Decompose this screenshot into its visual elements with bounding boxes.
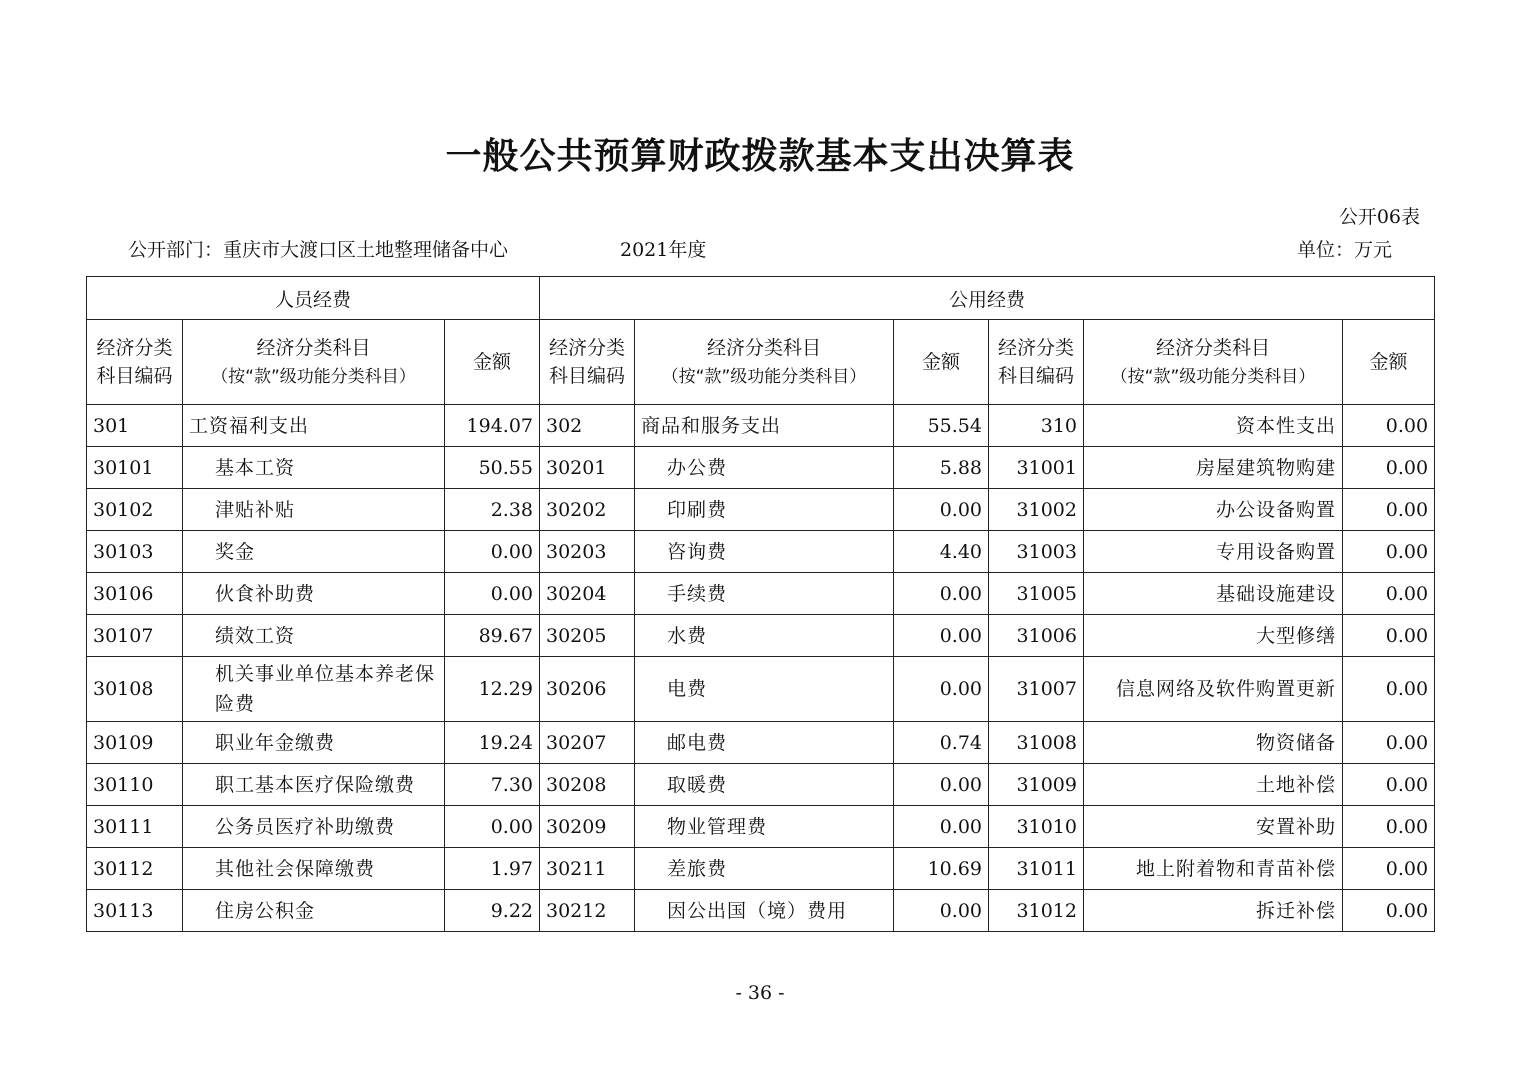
personnel-item: 职工基本医疗保险缴费: [183, 764, 445, 806]
capital-item: 信息网络及软件购置更新: [1084, 657, 1343, 722]
goods-amount: 0.00: [894, 764, 989, 806]
amount-header: 金额: [894, 320, 989, 405]
code-header-line1: 经济分类: [997, 337, 1074, 359]
table-row: [87, 848, 1435, 890]
personnel-code: 301: [87, 405, 183, 447]
capital-amount: 0.00: [1343, 764, 1435, 806]
expenditure-table: [86, 276, 1435, 932]
department-label: 公开部门：重庆市大渡口区土地整理储备中心: [128, 239, 509, 261]
personnel-code: 30108: [87, 657, 183, 722]
capital-code: 31012: [989, 890, 1084, 932]
capital-item: 大型修缮: [1084, 615, 1343, 657]
code-header: [989, 320, 1084, 405]
capital-code: 31006: [989, 615, 1084, 657]
capital-item: 地上附着物和青苗补偿: [1084, 848, 1343, 890]
goods-code: 30212: [540, 890, 635, 932]
fiscal-year: 2021年度: [620, 239, 707, 261]
code-header-line2: 科目编码: [96, 365, 173, 387]
personnel-amount: 19.24: [445, 722, 540, 764]
personnel-item: 奖金: [183, 531, 445, 573]
name-header-line1: 经济分类科目: [706, 336, 821, 359]
table-row: [87, 447, 1435, 489]
goods-amount: 0.00: [894, 573, 989, 615]
goods-amount: 0.00: [894, 806, 989, 848]
capital-code: 31003: [989, 531, 1084, 573]
goods-amount: 55.54: [894, 405, 989, 447]
code-header: [87, 320, 183, 405]
capital-item: 房屋建筑物购建: [1084, 447, 1343, 489]
personnel-amount: 9.22: [445, 890, 540, 932]
goods-item: 手续费: [635, 573, 894, 615]
goods-amount: 0.00: [894, 657, 989, 722]
code-header-line1: 经济分类: [548, 337, 625, 359]
capital-item: 基础设施建设: [1084, 573, 1343, 615]
capital-amount: 0.00: [1343, 447, 1435, 489]
goods-code: 302: [540, 405, 635, 447]
personnel-amount: 2.38: [445, 489, 540, 531]
goods-item: 办公费: [635, 447, 894, 489]
capital-amount: 0.00: [1343, 722, 1435, 764]
personnel-code: 30110: [87, 764, 183, 806]
capital-item: 办公设备购置: [1084, 489, 1343, 531]
capital-amount: 0.00: [1343, 848, 1435, 890]
personnel-item: 住房公积金: [183, 890, 445, 932]
personnel-code: 30106: [87, 573, 183, 615]
name-header: [635, 320, 894, 405]
section-header-row: [87, 277, 1435, 320]
goods-code: 30211: [540, 848, 635, 890]
amount-header: 金额: [1343, 320, 1435, 405]
personnel-amount: 7.30: [445, 764, 540, 806]
capital-amount: 0.00: [1343, 531, 1435, 573]
capital-item: 土地补偿: [1084, 764, 1343, 806]
personnel-amount: 89.67: [445, 615, 540, 657]
personnel-code: 30102: [87, 489, 183, 531]
capital-amount: 0.00: [1343, 806, 1435, 848]
personnel-code: 30113: [87, 890, 183, 932]
goods-amount: 0.00: [894, 890, 989, 932]
personnel-code: 30103: [87, 531, 183, 573]
goods-amount: 10.69: [894, 848, 989, 890]
personnel-item: 津贴补贴: [183, 489, 445, 531]
personnel-item: 工资福利支出: [183, 405, 445, 447]
capital-code: 31005: [989, 573, 1084, 615]
goods-item: 物业管理费: [635, 806, 894, 848]
capital-item: 专用设备购置: [1084, 531, 1343, 573]
table-body: [87, 405, 1435, 932]
table-row: [87, 722, 1435, 764]
public-section-header: 公用经费: [540, 277, 1435, 320]
capital-code: 310: [989, 405, 1084, 447]
goods-code: 30201: [540, 447, 635, 489]
goods-item: 商品和服务支出: [635, 405, 894, 447]
name-header-line2: （按“款”级功能分类科目）: [1110, 366, 1316, 387]
capital-amount: 0.00: [1343, 890, 1435, 932]
capital-code: 31007: [989, 657, 1084, 722]
page-title: 一般公共预算财政拨款基本支出决算表: [445, 136, 1075, 177]
capital-item: 资本性支出: [1084, 405, 1343, 447]
goods-code: 30202: [540, 489, 635, 531]
personnel-amount: 0.00: [445, 806, 540, 848]
capital-code: 31010: [989, 806, 1084, 848]
personnel-item: 其他社会保障缴费: [183, 848, 445, 890]
personnel-code: 30107: [87, 615, 183, 657]
code-header-line2: 科目编码: [997, 365, 1074, 387]
capital-item: 拆迁补偿: [1084, 890, 1343, 932]
name-header: [183, 320, 445, 405]
table-row: [87, 657, 1435, 722]
goods-item: 电费: [635, 657, 894, 722]
personnel-amount: 50.55: [445, 447, 540, 489]
personnel-amount: 0.00: [445, 573, 540, 615]
page-number: - 36 -: [735, 982, 785, 1004]
goods-item: 差旅费: [635, 848, 894, 890]
goods-amount: 4.40: [894, 531, 989, 573]
goods-code: 30203: [540, 531, 635, 573]
personnel-code: 30109: [87, 722, 183, 764]
meta-row: [128, 235, 1392, 261]
name-header-line1: 经济分类科目: [1155, 336, 1270, 359]
name-header-line1: 经济分类科目: [256, 336, 371, 359]
capital-amount: 0.00: [1343, 615, 1435, 657]
personnel-item: 基本工资: [183, 447, 445, 489]
goods-amount: 0.74: [894, 722, 989, 764]
table-row: [87, 489, 1435, 531]
capital-code: 31008: [989, 722, 1084, 764]
capital-code: 31002: [989, 489, 1084, 531]
goods-amount: 5.88: [894, 447, 989, 489]
table-row: [87, 531, 1435, 573]
goods-item: 咨询费: [635, 531, 894, 573]
amount-header: 金额: [445, 320, 540, 405]
table-row: [87, 764, 1435, 806]
goods-code: 30206: [540, 657, 635, 722]
goods-code: 30208: [540, 764, 635, 806]
table-row: [87, 890, 1435, 932]
goods-item: 因公出国（境）费用: [635, 890, 894, 932]
personnel-item: 职业年金缴费: [183, 722, 445, 764]
table-number: 公开06表: [1338, 206, 1420, 228]
personnel-amount: 194.07: [445, 405, 540, 447]
capital-amount: 0.00: [1343, 489, 1435, 531]
personnel-item: 公务员医疗补助缴费: [183, 806, 445, 848]
column-header-row: [87, 320, 1435, 405]
table-row: [87, 615, 1435, 657]
personnel-code: 30101: [87, 447, 183, 489]
capital-item: 安置补助: [1084, 806, 1343, 848]
code-header-line1: 经济分类: [96, 337, 173, 359]
personnel-code: 30112: [87, 848, 183, 890]
personnel-code: 30111: [87, 806, 183, 848]
goods-item: 印刷费: [635, 489, 894, 531]
capital-code: 31001: [989, 447, 1084, 489]
personnel-amount: 1.97: [445, 848, 540, 890]
unit-label: 单位：万元: [1296, 239, 1392, 261]
personnel-item: 机关事业单位基本养老保险费: [183, 657, 445, 722]
name-header-line2: （按“款”级功能分类科目）: [211, 366, 416, 387]
goods-amount: 0.00: [894, 615, 989, 657]
goods-code: 30207: [540, 722, 635, 764]
capital-amount: 0.00: [1343, 405, 1435, 447]
personnel-section-header: 人员经费: [87, 277, 540, 320]
goods-item: 水费: [635, 615, 894, 657]
goods-item: 邮电费: [635, 722, 894, 764]
personnel-amount: 12.29: [445, 657, 540, 722]
personnel-amount: 0.00: [445, 531, 540, 573]
code-header: [540, 320, 635, 405]
goods-amount: 0.00: [894, 489, 989, 531]
table-row: [87, 405, 1435, 447]
code-header-line2: 科目编码: [548, 365, 625, 387]
capital-item: 物资储备: [1084, 722, 1343, 764]
personnel-item: 伙食补助费: [183, 573, 445, 615]
capital-code: 31009: [989, 764, 1084, 806]
capital-amount: 0.00: [1343, 657, 1435, 722]
goods-item: 取暖费: [635, 764, 894, 806]
personnel-item: 绩效工资: [183, 615, 445, 657]
goods-code: 30204: [540, 573, 635, 615]
goods-code: 30205: [540, 615, 635, 657]
capital-amount: 0.00: [1343, 573, 1435, 615]
name-header: [1084, 320, 1343, 405]
table-row: [87, 573, 1435, 615]
capital-code: 31011: [989, 848, 1084, 890]
table-row: [87, 806, 1435, 848]
goods-code: 30209: [540, 806, 635, 848]
name-header-line2: （按“款”级功能分类科目）: [661, 366, 867, 387]
